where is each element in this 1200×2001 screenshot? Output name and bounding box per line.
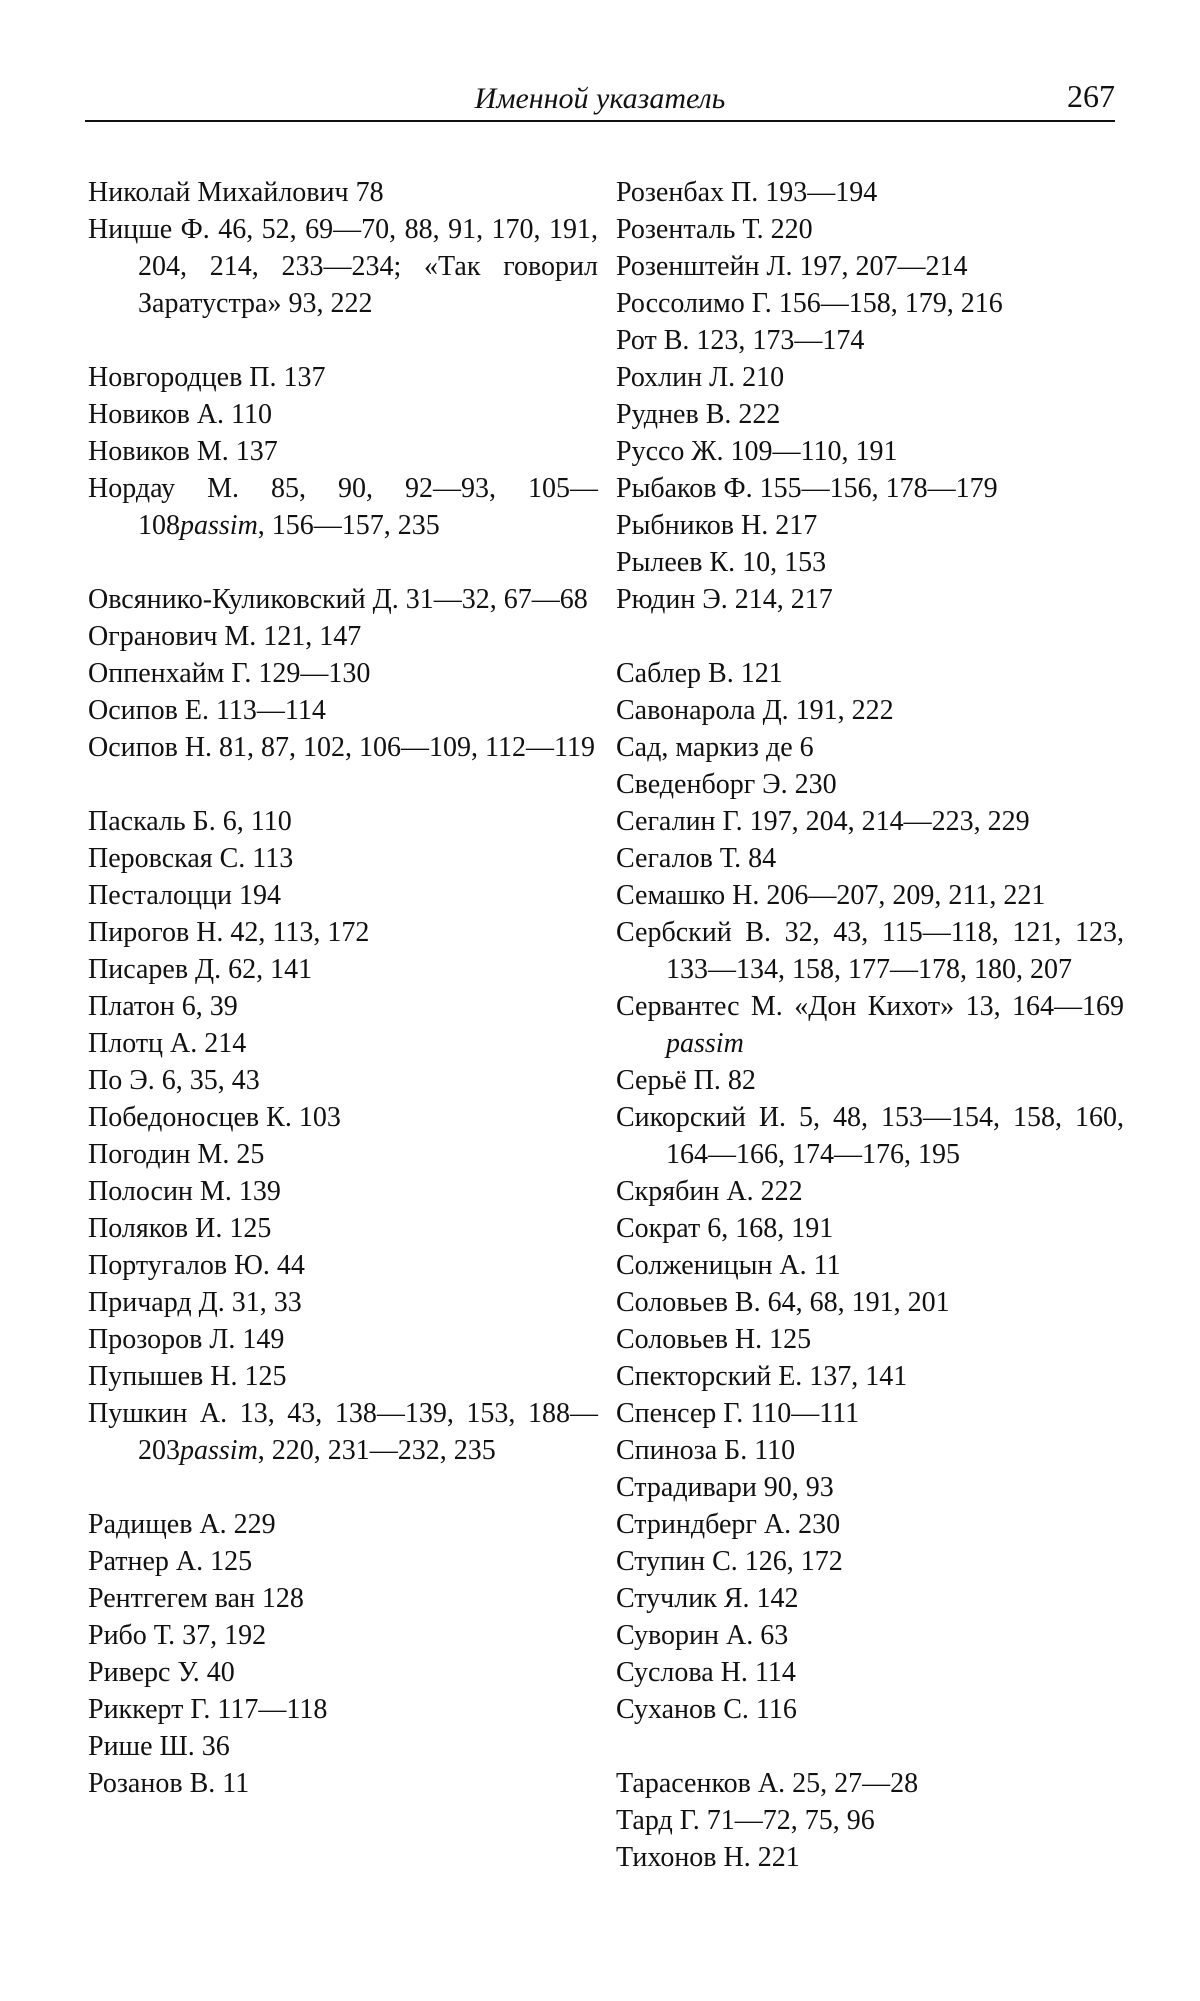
index-entry-text: Тард Г. 71—72, 75, 96 xyxy=(616,1805,875,1836)
index-entry-text: Сократ 6, 168, 191 xyxy=(616,1213,834,1244)
index-entry-text: Пирогов Н. 42, 113, 172 xyxy=(88,917,370,948)
index-entry-text: Песталоцци 194 xyxy=(88,880,281,911)
index-entry-text: Писарев Д. 62, 141 xyxy=(88,954,313,985)
index-entry xyxy=(88,581,598,618)
index-entry xyxy=(616,655,1124,692)
index-entry xyxy=(88,1654,598,1691)
index-entry-italic: passim xyxy=(180,1435,258,1466)
index-entry xyxy=(616,1284,1124,1321)
index-entry-text: Сегалов Т. 84 xyxy=(616,843,777,874)
index-entry xyxy=(616,1543,1124,1580)
index-entry-text: Страдивари 90, 93 xyxy=(616,1472,834,1503)
index-entry xyxy=(88,1691,598,1728)
index-entry xyxy=(616,174,1124,211)
index-entry-text: Новиков М. 137 xyxy=(88,436,278,467)
index-entry xyxy=(616,211,1124,248)
index-entry xyxy=(88,877,598,914)
index-entry-text: Суворин А. 63 xyxy=(616,1620,789,1651)
header-title: Именной указатель xyxy=(474,82,726,115)
index-entry-text: Рише Ш. 36 xyxy=(88,1731,230,1762)
index-entry-text: Португалов Ю. 44 xyxy=(88,1250,305,1281)
index-entry-text: Овсянико-Куликовский Д. 31—32, 67—68 xyxy=(88,584,588,615)
index-entry xyxy=(88,840,598,877)
index-entry-text: Саблер В. 121 xyxy=(616,658,783,689)
index-entry-text: Стриндберг А. 230 xyxy=(616,1509,841,1540)
index-entry xyxy=(88,1765,598,1802)
index-entry-continuation: , 156—157, 235 xyxy=(257,510,440,541)
index-entry-text: Рентгегем ван 128 xyxy=(88,1583,304,1614)
index-entry xyxy=(616,507,1124,544)
index-entry xyxy=(616,248,1124,285)
index-entry xyxy=(88,211,598,322)
index-entry-text: Рибо Т. 37, 192 xyxy=(88,1620,267,1651)
index-entry-text: Радищев А. 229 xyxy=(88,1509,276,1540)
index-entry-text: Победоносцев К. 103 xyxy=(88,1102,341,1133)
index-column-right xyxy=(616,174,1124,1876)
index-entry-text: Спенсер Г. 110—111 xyxy=(616,1398,860,1429)
index-entry xyxy=(616,1062,1124,1099)
index-entry-text: Серьё П. 82 xyxy=(616,1065,756,1096)
index-entry-text: Паскаль Б. 6, 110 xyxy=(88,806,292,837)
index-entry xyxy=(616,803,1124,840)
index-entry-text: Погодин М. 25 xyxy=(88,1139,265,1170)
index-entry xyxy=(616,1173,1124,1210)
index-entry xyxy=(616,1691,1124,1728)
index-entry xyxy=(616,470,1124,507)
index-entry-text: Поляков И. 125 xyxy=(88,1213,272,1244)
index-entry xyxy=(616,1506,1124,1543)
index-entry xyxy=(616,359,1124,396)
index-entry-text: Сведенборг Э. 230 xyxy=(616,769,837,800)
index-entry xyxy=(616,396,1124,433)
index-entry-text: Сервантес М. «Дон Кихот» 13, 164—169 xyxy=(616,991,1124,1022)
index-entry-text: Пушкин А. 13, 43, 138—139, 153, 188—203 xyxy=(88,1398,598,1466)
index-entry xyxy=(616,1580,1124,1617)
index-entry-text: Розенштейн Л. 197, 207—214 xyxy=(616,251,968,282)
index-entry xyxy=(616,840,1124,877)
index-entry-italic: passim xyxy=(666,1028,744,1059)
page-number: 267 xyxy=(1067,78,1115,114)
index-entry-text: Рыбников Н. 217 xyxy=(616,510,818,541)
index-entry xyxy=(616,1839,1124,1876)
index-entry-text: Оппенхайм Г. 129—130 xyxy=(88,658,371,689)
index-entry xyxy=(88,618,598,655)
index-entry-text: Новиков А. 110 xyxy=(88,399,273,430)
index-entry xyxy=(616,544,1124,581)
index-entry-text: Семашко Н. 206—207, 209, 211, 221 xyxy=(616,880,1046,911)
index-entry xyxy=(88,1617,598,1654)
index-entry xyxy=(88,914,598,951)
index-entry-text: Сегалин Г. 197, 204, 214—223, 229 xyxy=(616,806,1030,837)
index-entry-text: Осипов Н. 81, 87, 102, 106—109, 112—119 xyxy=(88,732,595,763)
index-entry-text: Солженицын А. 11 xyxy=(616,1250,841,1281)
index-entry xyxy=(88,1321,598,1358)
index-entry-text: Сикорский И. 5, 48, 153—154, 158, 160, 164—166, 174—176, 195 xyxy=(616,1102,1124,1170)
index-entry-text: Россолимо Г. 156—158, 179, 216 xyxy=(616,288,1003,319)
index-entry xyxy=(616,285,1124,322)
index-entry xyxy=(88,1025,598,1062)
index-entry xyxy=(88,1062,598,1099)
index-column-left xyxy=(88,174,598,1802)
index-entry xyxy=(88,1210,598,1247)
index-entry xyxy=(616,1395,1124,1432)
index-entry xyxy=(616,1654,1124,1691)
index-entry-text: Спекторский Е. 137, 141 xyxy=(616,1361,908,1392)
index-entry-text: Платон 6, 39 xyxy=(88,991,238,1022)
index-entry-text: Спиноза Б. 110 xyxy=(616,1435,796,1466)
index-entry xyxy=(88,729,598,766)
index-entry xyxy=(88,1395,598,1469)
index-entry xyxy=(616,433,1124,470)
index-entry xyxy=(88,692,598,729)
index-entry-text: Суслова Н. 114 xyxy=(616,1657,796,1688)
index-entry xyxy=(616,1469,1124,1506)
index-entry-text: Сад, маркиз де 6 xyxy=(616,732,814,763)
index-entry xyxy=(616,729,1124,766)
index-entry-text: Соловьев Н. 125 xyxy=(616,1324,812,1355)
index-entry-text: Руднев В. 222 xyxy=(616,399,781,430)
index-entry xyxy=(616,1099,1124,1173)
index-entry xyxy=(616,766,1124,803)
index-entry-text: Тихонов Н. 221 xyxy=(616,1842,800,1873)
index-entry xyxy=(88,1506,598,1543)
index-entry xyxy=(616,988,1124,1062)
index-entry-text: Руссо Ж. 109—110, 191 xyxy=(616,436,898,467)
index-entry-text: Сербский В. 32, 43, 115—118, 121, 123, 133—134, 158, 177—178, 180, 207 xyxy=(616,917,1124,985)
index-entry xyxy=(88,433,598,470)
index-entry xyxy=(616,877,1124,914)
index-entry xyxy=(88,1728,598,1765)
index-entry-text: Рохлин Л. 210 xyxy=(616,362,785,393)
index-entry-text: Прозоров Л. 149 xyxy=(88,1324,285,1355)
index-entry xyxy=(616,322,1124,359)
index-entry xyxy=(88,1136,598,1173)
index-entry-text: Ступин С. 126, 172 xyxy=(616,1546,843,1577)
index-entry xyxy=(88,803,598,840)
index-entry-text: Пупышев Н. 125 xyxy=(88,1361,287,1392)
index-entry xyxy=(616,914,1124,988)
index-entry-text: Рюдин Э. 214, 217 xyxy=(616,584,833,615)
index-entry-text: Причард Д. 31, 33 xyxy=(88,1287,302,1318)
index-entry xyxy=(616,1802,1124,1839)
index-entry xyxy=(616,581,1124,618)
index-entry xyxy=(88,1284,598,1321)
index-entry-text: Полосин М. 139 xyxy=(88,1176,281,1207)
index-entry-text: Стучлик Я. 142 xyxy=(616,1583,799,1614)
index-entry xyxy=(88,396,598,433)
index-entry-text: Тарасенков А. 25, 27—28 xyxy=(616,1768,919,1799)
index-entry-text: Скрябин А. 222 xyxy=(616,1176,803,1207)
index-entry xyxy=(616,1321,1124,1358)
index-entry xyxy=(88,951,598,988)
index-entry-continuation: , 220, 231—232, 235 xyxy=(257,1435,496,1466)
index-entry xyxy=(88,1247,598,1284)
index-entry-text: Розанов В. 11 xyxy=(88,1768,250,1799)
index-entry xyxy=(88,1099,598,1136)
index-entry-text: Соловьев В. 64, 68, 191, 201 xyxy=(616,1287,950,1318)
index-entry-text: Перовская С. 113 xyxy=(88,843,294,874)
index-entry xyxy=(88,1543,598,1580)
index-entry xyxy=(616,1358,1124,1395)
index-entry-text: Ратнер А. 125 xyxy=(88,1546,253,1577)
index-entry xyxy=(616,1617,1124,1654)
running-header xyxy=(85,78,1115,118)
index-entry-text: Нордау М. 85, 90, 92—93, 105—108 xyxy=(88,473,598,541)
index-entry xyxy=(616,692,1124,729)
index-entry-text: Плотц А. 214 xyxy=(88,1028,247,1059)
index-entry-text: По Э. 6, 35, 43 xyxy=(88,1065,260,1096)
index-entry-text: Розенбах П. 193—194 xyxy=(616,177,878,208)
index-entry xyxy=(616,1210,1124,1247)
index-entry xyxy=(88,1580,598,1617)
index-entry-text: Ницше Ф. 46, 52, 69—70, 88, 91, 170, 191, 204, 214, 233—234; «Так говорил Заратустра» 93, 222 xyxy=(88,214,598,319)
index-entry-text: Суханов С. 116 xyxy=(616,1694,797,1725)
index-entry-text: Рылеев К. 10, 153 xyxy=(616,547,827,578)
index-entry-text: Рыбаков Ф. 155—156, 178—179 xyxy=(616,473,998,504)
index-entry xyxy=(88,1173,598,1210)
index-entry xyxy=(88,988,598,1025)
index-entry-text: Риверс У. 40 xyxy=(88,1657,235,1688)
index-entry-text: Риккерт Г. 117—118 xyxy=(88,1694,328,1725)
index-entry xyxy=(88,174,598,211)
index-entry xyxy=(88,1358,598,1395)
index-entry xyxy=(88,655,598,692)
index-entry-text: Розенталь Т. 220 xyxy=(616,214,813,245)
index-entry xyxy=(616,1432,1124,1469)
index-entry-italic: passim xyxy=(180,510,258,541)
index-entry-text: Новгородцев П. 137 xyxy=(88,362,326,393)
index-entry-text: Николай Михайлович 78 xyxy=(88,177,384,208)
index-entry xyxy=(616,1247,1124,1284)
index-entry xyxy=(88,470,598,544)
index-entry-text: Осипов Е. 113—114 xyxy=(88,695,326,726)
index-entry-text: Рот В. 123, 173—174 xyxy=(616,325,865,356)
index-entry-text: Савонарола Д. 191, 222 xyxy=(616,695,894,726)
index-entry-text: Огранович М. 121, 147 xyxy=(88,621,362,652)
index-entry xyxy=(616,1765,1124,1802)
index-entry xyxy=(88,359,598,396)
header-rule xyxy=(85,120,1115,122)
